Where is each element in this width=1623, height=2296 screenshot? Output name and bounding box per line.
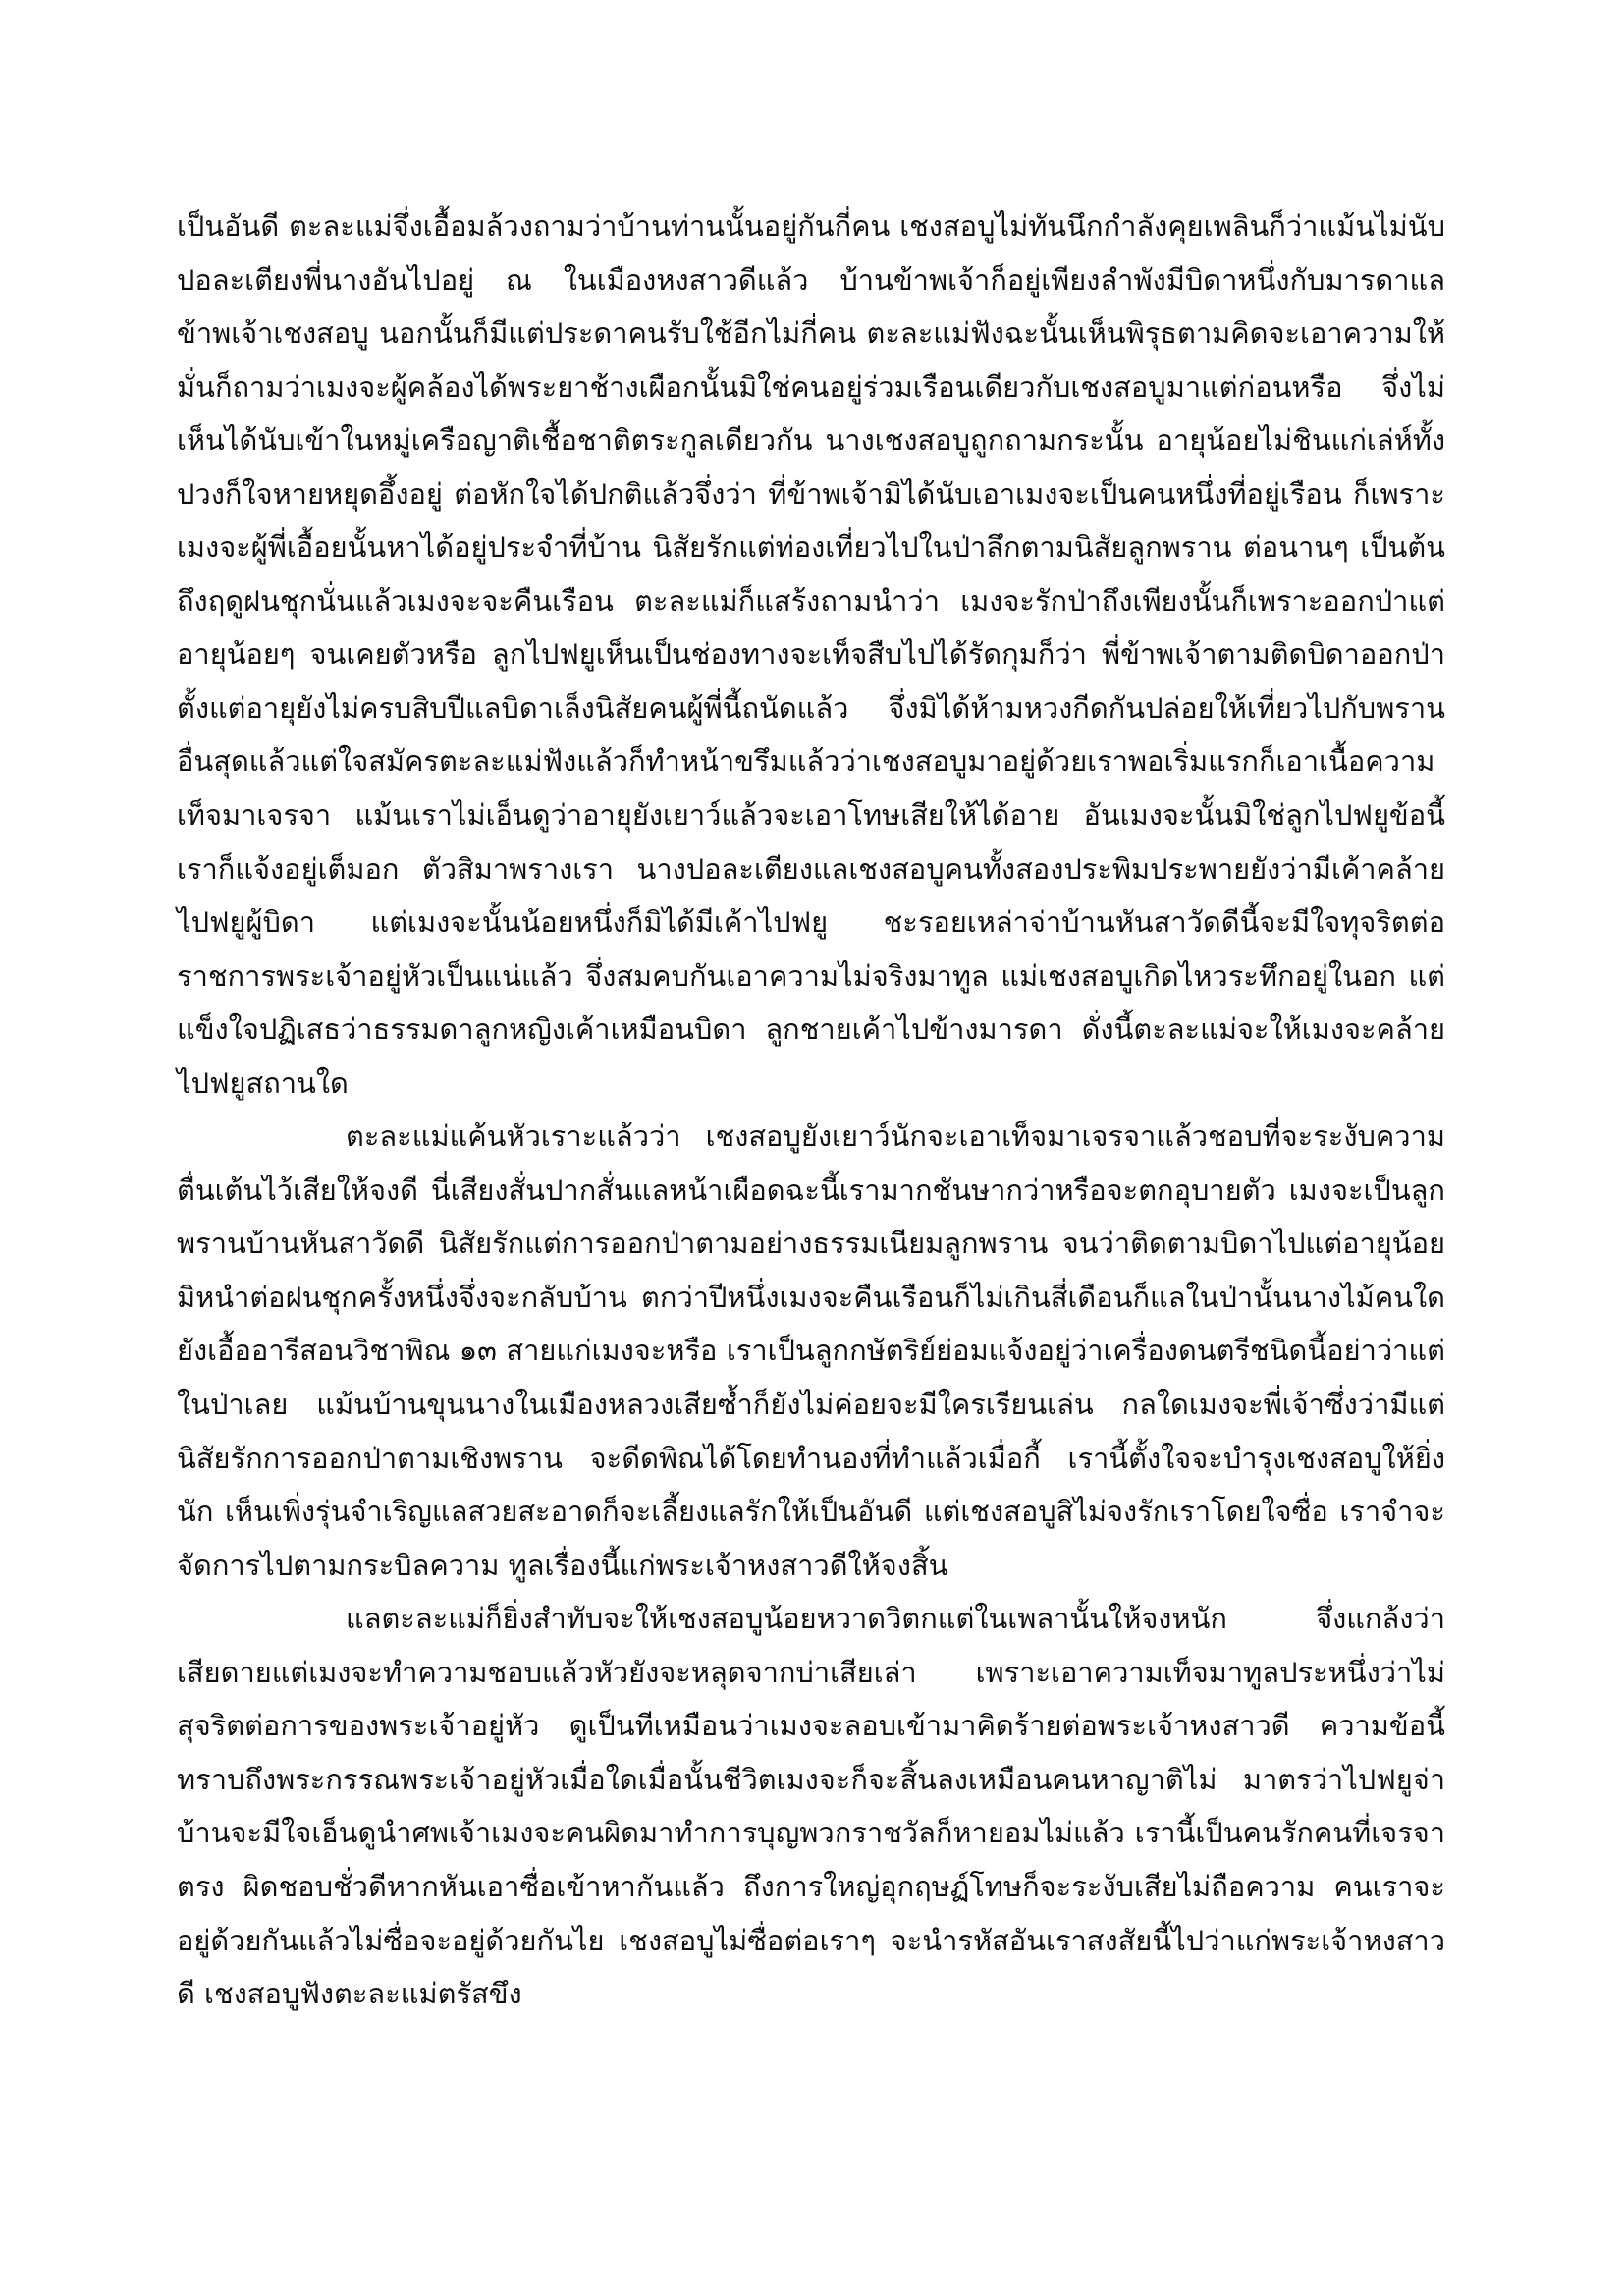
paragraph: เป็นอันดี ตะละแม่จึ่งเอื้อมล้วงถามว่าบ้านท่านนั้นอยู่กันกี่คน เชงสอบูไม่ทันนึกกำลังคุยเพลินก็ว่าแม้นไม่นับปอละเตียงพี่นางอันไปอยู่ ณ ในเมืองหงสาวดีแล้ว บ้านข้าพเจ้าก็อยู่เพียงลำพังมีบิดาหนึ่งกับมารดาแลข้าพเจ้าเชงสอบู นอกนั้นก็มีแต่ประดาคนรับใช้อีกไม่กี่คน ตะละแม่ฟังฉะนั้นเห็นพิรุธตามคิดจะเอาความให้มั่นก็ถามว่าเมงจะผู้คล้องได้พระยาช้างเผือกนั้นมิใช่คนอยู่ร่วมเรือนเดียวกับเชงสอบูมาแต่ก่อนหรือ จึ่งไม่เห็นได้นับเข้าในหมู่เครือญาติเชื้อชาติตระกูลเดียวกัน นางเชงสอบูถูกถามกระนั้น อายุน้อยไม่ชินแก่เล่ห์ทั้งปวงก็ใจหายหยุดอึ้งอยู่ ต่อหักใจได้ปกติแล้วจึ่งว่า ที่ข้าพเจ้ามิได้นับเอาเมงจะเป็นคนหนึ่งที่อยู่เรือน ก็เพราะเมงจะผู้พี่เอื้อยนั้นหาได้อยู่ประจำที่บ้าน นิสัยรักแต่ท่องเที่ยวไปในป่าลึกตามนิสัยลูกพราน ต่อนานๆ เป็นต้นถึงฤดูฝนชุกนั่นแล้วเมงจะจะคืนเรือน ตะละแม่ก็แสร้งถามนำว่า เมงจะรักป่าถึงเพียงนั้นก็เพราะออกป่าแต่อายุน้อยๆ จนเคยตัวหรือ ลูกไปฟยูเห็นเป็นช่องทางจะเท็จสืบไปได้รัดกุมก็ว่า พี่ข้าพเจ้าตามติดบิดาออกป่าตั้งแต่อายุยังไม่ครบสิบปีแลบิดาเล็งนิสัยคนผู้พี่นี้ถนัดแล้ว จึ่งมิได้ห้ามหวงกีดกันปล่อยให้เที่ยวไปกับพรานอื่นสุดแล้วแต่ใจสมัครตะละแม่ฟังแล้วก็ทำหน้าขรึมแล้วว่าเชงสอบูมาอยู่ด้วยเราพอเริ่มแรกก็เอาเนื้อความเท็จมาเจรจา แม้นเราไม่เอ็นดูว่าอายุยังเยาว์แล้วจะเอาโทษเสียให้ได้อาย อันเมงจะนั้นมิใช่ลูกไปฟยูข้อนี้เราก็แจ้งอยู่เต็มอก ตัวสิมาพรางเรา นางปอละเตียงแลเชงสอบูคนทั้งสองประพิมประพายยังว่ามีเค้าคล้ายไปฟยูผู้บิดา แต่เมงจะนั้นน้อยหนึ่งก็มิได้มีเค้าไปฟยู ชะรอยเหล่าจ่าบ้านหันสาวัดดีนี้จะมีใจทุจริตต่อราชการพระเจ้าอยู่หัวเป็นแน่แล้ว จึ่งสมคบกันเอาความไม่จริงมาทูล แม่เชงสอบูเกิดไหวระทึกอยู่ในอก แต่แข็งใจปฏิเสธว่าธรรมดาลูกหญิงเค้าเหมือนบิดา ลูกชายเค้าไปข้างมารดา ดั่งนี้ตะละแม่จะให้เมงจะคล้ายไปฟยูสถานใด	[177, 209, 1445, 1100]
paragraph: ตะละแม่แค้นหัวเราะแล้วว่า เชงสอบูยังเยาว์นักจะเอาเท็จมาเจรจาแล้วชอบที่จะระงับความตื่นเต้นไว้เสียให้จงดี นี่เสียงสั่นปากสั่นแลหน้าเผือดฉะนี้เรามากชันษากว่าหรือจะตกอุบายตัว เมงจะเป็นลูกพรานบ้านหันสาวัดดี นิสัยรักแต่การออกป่าตามอย่างธรรมเนียมลูกพราน จนว่าติดตามบิดาไปแต่อายุน้อย มิหนำต่อฝนชุกครั้งหนึ่งจึ่งจะกลับบ้าน ตกว่าปีหนึ่งเมงจะคืนเรือนก็ไม่เกินสี่เดือนก็แลในป่านั้นนางไม้คนใดยังเอื้ออารีสอนวิชาพิณ ๑๓ สายแก่เมงจะหรือ เราเป็นลูกกษัตริย์ย่อมแจ้งอยู่ว่าเครื่องดนตรีชนิดนี้อย่าว่าแต่ในป่าเลย แม้นบ้านขุนนางในเมืองหลวงเสียซ้ำก็ยังไม่ค่อยจะมีใครเรียนเล่น กลใดเมงจะพี่เจ้าซึ่งว่ามีแต่นิสัยรักการออกป่าตามเชิงพราน จะดีดพิณได้โดยทำนองที่ทำแล้วเมื่อกี้ เรานี้ตั้งใจจะบำรุงเชงสอบูให้ยิ่งนัก เห็นเพิ่งรุ่นจำเริญแลสวยสะอาดก็จะเลี้ยงแลรักให้เป็นอันดี แต่เชงสอบูสิไม่จงรักเราโดยใจซื่อ เราจำจะจัดการไปตามกระบิลความ ทูลเรื่องนี้แก่พระเจ้าหงสาวดีให้จงสิ้น	[177, 1120, 1445, 1582]
paragraph: แลตะละแม่ก็ยิ่งสำทับจะให้เชงสอบูน้อยหวาดวิตกแต่ในเพลานั้นให้จงหนัก จึ่งแกล้งว่า เสียดายแต่เมงจะทำความชอบแล้วหัวยังจะหลุดจากบ่าเสียเล่า เพราะเอาความเท็จมาทูลประหนึ่งว่าไม่สุจริตต่อการของพระเจ้าอยู่หัว ดูเป็นทีเหมือนว่าเมงจะลอบเข้ามาคิดร้ายต่อพระเจ้าหงสาวดี ความข้อนี้ทราบถึงพระกรรณพระเจ้าอยู่หัวเมื่อใดเมื่อนั้นชีวิตเมงจะก็จะสิ้นลงเหมือนคนหาญาติไม่ มาตรว่าไปฟยูจ่าบ้านจะมีใจเอ็นดูนำศพเจ้าเมงจะคนผิดมาทำการบุญพวกราชวัลก็หายอมไม่แล้ว เรานี้เป็นคนรักคนที่เจรจาตรง ผิดชอบชั่วดีหากหันเอาซื่อเข้าหากันแล้ว ถึงการใหญ่อุกฤษฏ์โทษก็จะระงับเสียไม่ถือความ คนเราจะอยู่ด้วยกันแล้วไม่ซื่อจะอยู่ด้วยกันไย เชงสอบูไม่ซื่อต่อเราๆ จะนำรหัสอันเราสงสัยนี้ไปว่าแก่พระเจ้าหงสาวดี เชงสอบูฟังตะละแม่ตรัสขึง	[177, 1602, 1445, 2011]
body-text	[177, 199, 1445, 2021]
